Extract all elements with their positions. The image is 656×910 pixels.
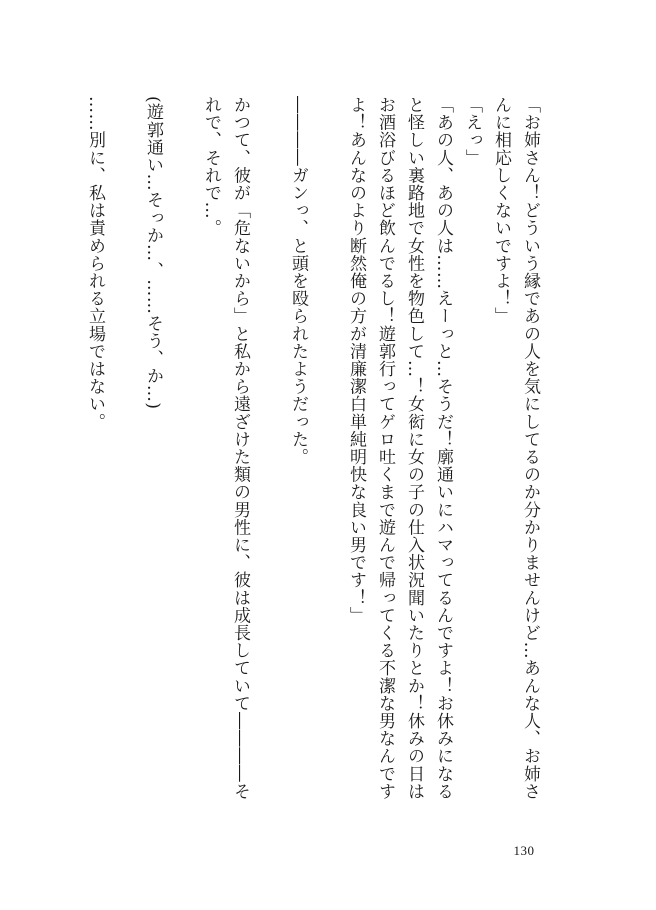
page-number: 130: [513, 843, 535, 858]
dialogue-line: 「えっ」: [462, 96, 482, 167]
narration-line: ……別に、私は責められる立場ではない。: [85, 96, 105, 431]
dialogue-line: 「あの人、あの人は……えーっと…そうだ！廓通いにハマってるんですよ！お休みになると怪しい裏路地で女性を物色して…！女衒に女の子の仕入状況聞いたりとか！休みの日はお酒浴びるほど飲んでるし！遊郭行ってゲロ吐くまで遊んで帰ってくる不潔な男なんですよ！あんなのより断然俺の方が清廉潔白単純明快な良い男です！」: [346, 96, 453, 800]
blank-line: [254, 96, 283, 816]
narration-line: ――――ガンっ、と頭を殴られたようだった。: [288, 96, 308, 466]
narration-line: かつて、彼が「危ないから」と私から遠ざけた類の男性に、彼は成長していて――――それで、それで…。: [201, 96, 250, 800]
dialogue-line: 「お姉さん！どういう縁であの人を気にしてるのか分かりませんけど…あんな人、お姉さんに相応しくないですよ！」: [491, 96, 540, 800]
blank-line: [167, 96, 196, 816]
blank-line: [312, 96, 341, 816]
blank-line: [109, 96, 138, 816]
vertical-text-body: [80, 96, 544, 816]
inner-thought-line: (遊郭通い…そっか…、……そう、か…): [143, 96, 163, 410]
